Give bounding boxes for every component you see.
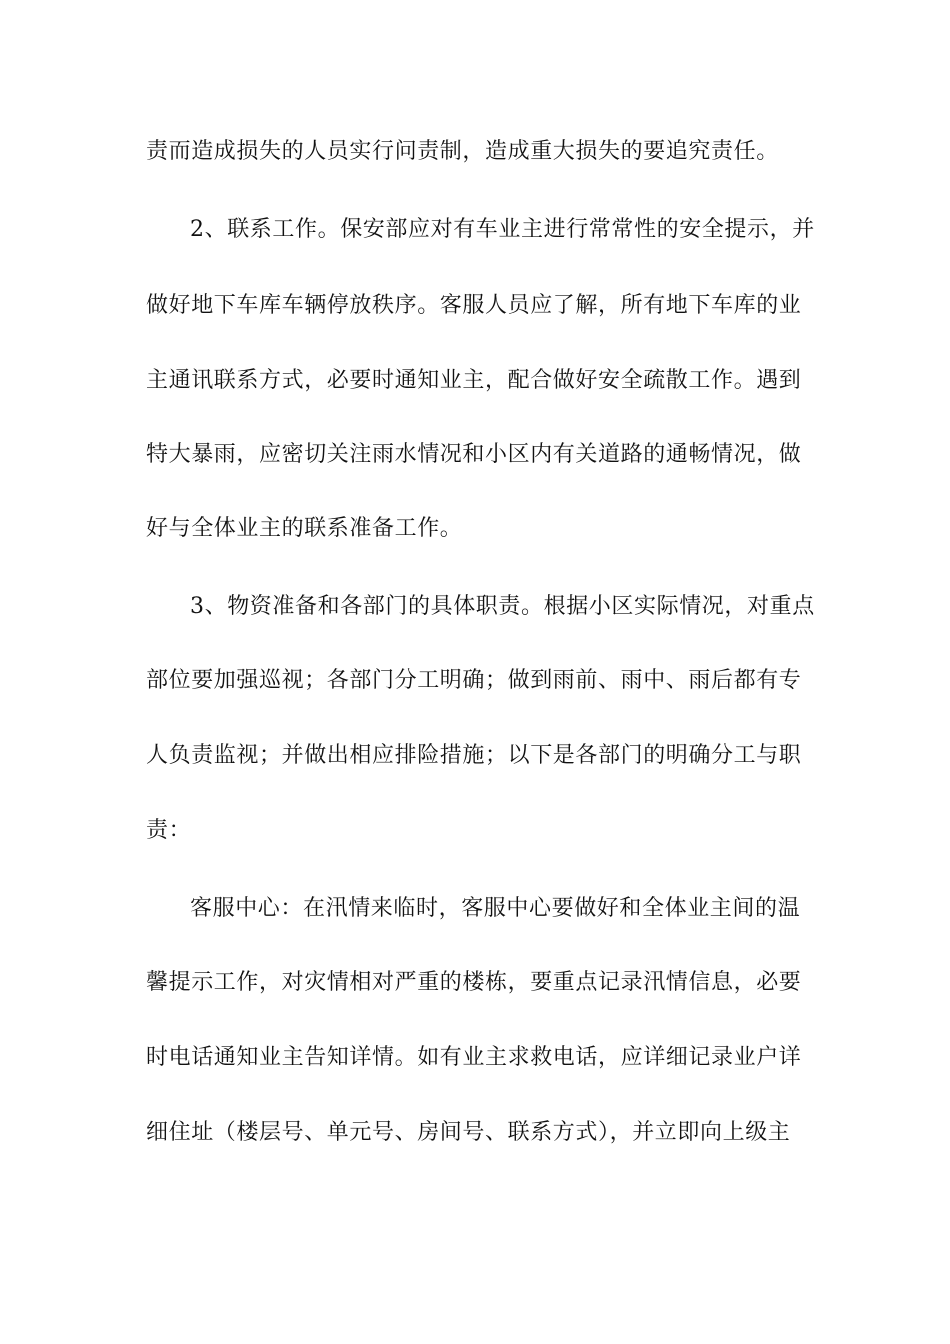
text-line: 主通讯联系方式，必要时通知业主，配合做好安全疏散工作。遇到 (146, 368, 802, 393)
text-line: 做好地下车库车辆停放秩序。客服人员应了解，所有地下车库的业 (146, 293, 802, 318)
paragraph-start-line: 3、物资准备和各部门的具体职责。根据小区实际情况，对重点 (190, 594, 815, 619)
paragraph-start-line: 2、联系工作。保安部应对有车业主进行常常性的安全提示，并 (190, 217, 815, 242)
text-line: 人负责监视；并做出相应排险措施；以下是各部门的明确分工与职 (146, 743, 802, 768)
text-line: 责： (146, 818, 192, 843)
text-line: 好与全体业主的联系准备工作。 (146, 516, 463, 541)
paragraph-start-line: 客服中心：在汛情来临时，客服中心要做好和全体业主间的温 (190, 896, 801, 921)
text-line: 细住址（楼层号、单元号、房间号、联系方式），并立即向上级主 (146, 1120, 791, 1145)
text-line: 责而造成损失的人员实行问责制，造成重大损失的要追究责任。 (146, 139, 779, 164)
text-line: 时电话通知业主告知详情。如有业主求救电话，应详细记录业户详 (146, 1045, 802, 1070)
text-line: 特大暴雨，应密切关注雨水情况和小区内有关道路的通畅情况，做 (146, 442, 802, 467)
text-line: 馨提示工作，对灾情相对严重的楼栋，要重点记录汛情信息，必要 (146, 970, 802, 995)
text-line: 部位要加强巡视；各部门分工明确；做到雨前、雨中、雨后都有专 (146, 668, 802, 693)
